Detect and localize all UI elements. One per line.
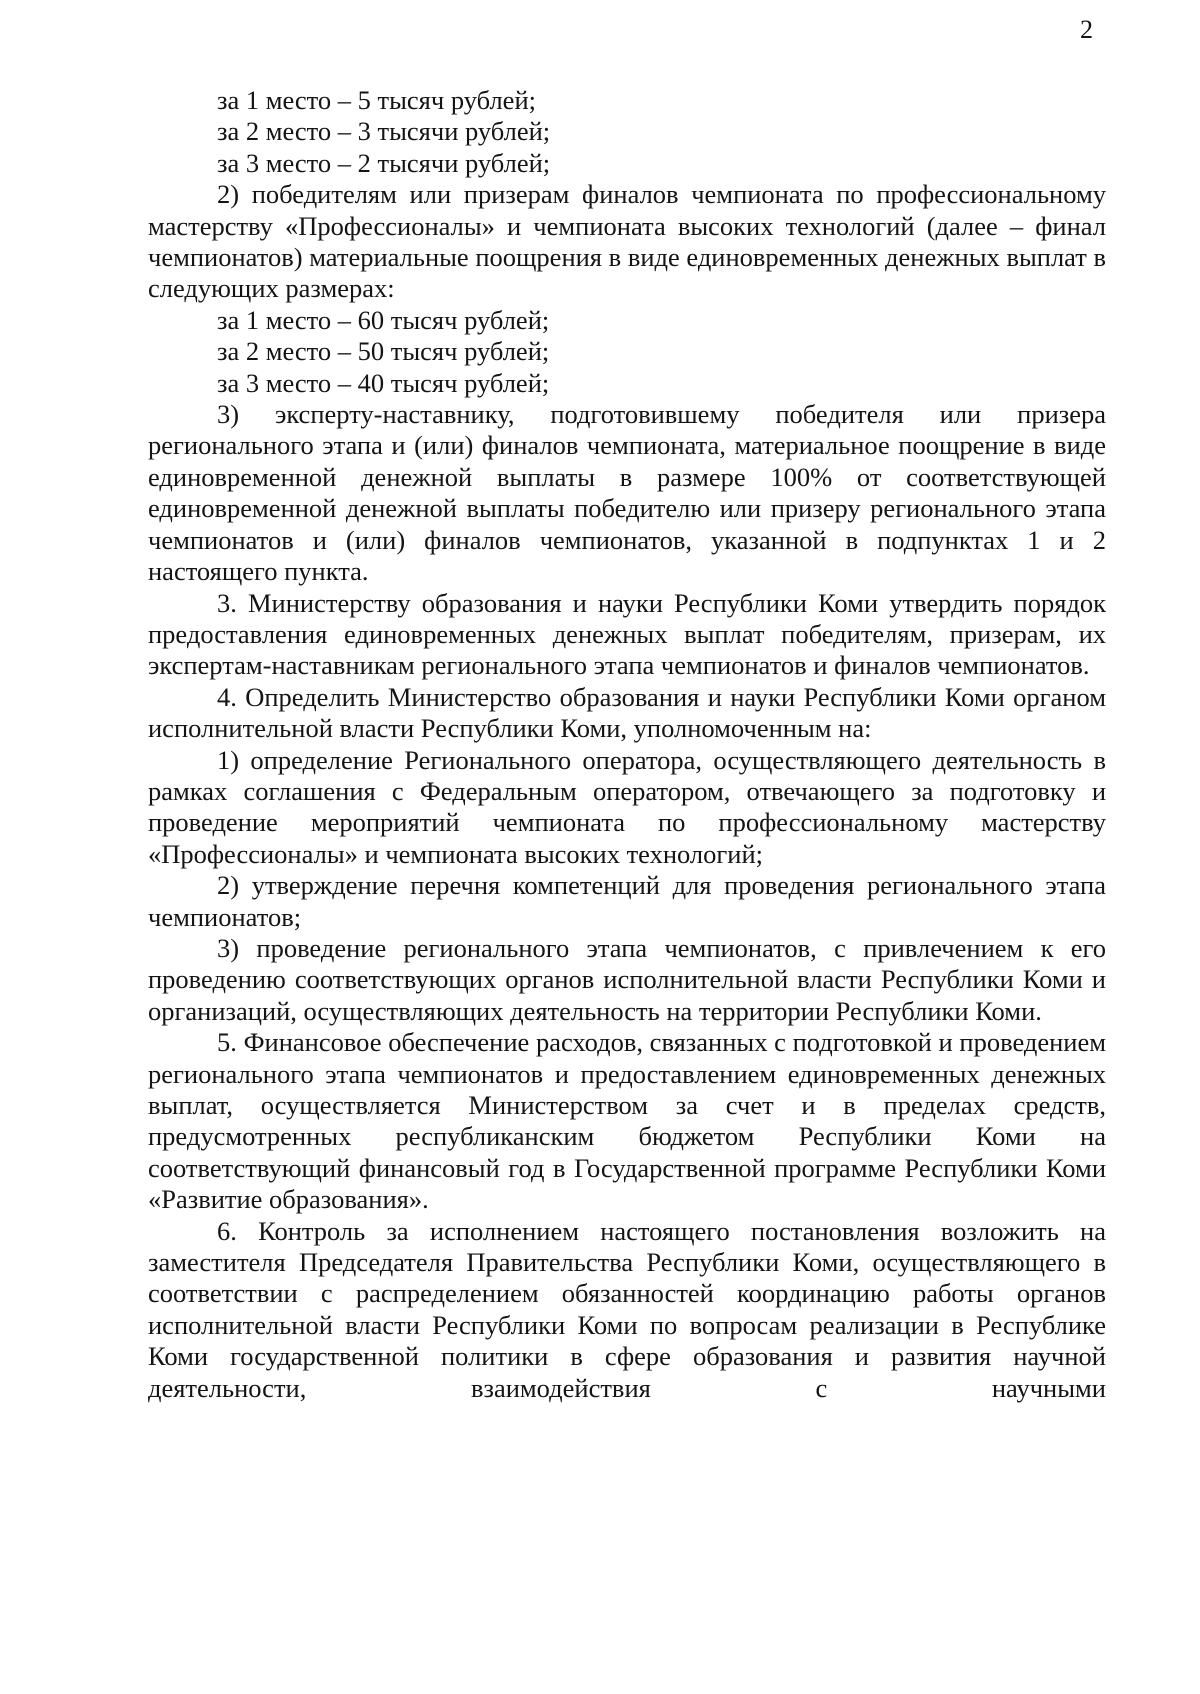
finals-award-place-1: за 1 место – 60 тысяч рублей; bbox=[217, 304, 550, 335]
paragraph-item-3-expert: 3) эксперту-наставнику, подготовившему победителя или призера регионального этапа и (или) финалов чемпионата, материальное поощрение в виде единовременной денежной выплаты в размере 100% от соответствующей единовременной денежной выплаты победителю или призеру регионального этапа чемпионатов и (или) финалов чемпионатов, указанной в подпунктах 1 и 2 настоящего пункта. bbox=[148, 399, 1106, 587]
paragraph-clause-6: 6. Контроль за исполнением настоящего постановления возложить на заместителя Председателя Правительства Республики Коми, осуществляющего в соответствии с распределением обязанностей координацию работы органов исполнительной власти Республики Коми по вопросам реализации в Республике Коми государственной политики в сфере образования и развития научной деятельности, взаимодействия с научными bbox=[148, 1215, 1106, 1403]
page-number: 2 bbox=[1080, 15, 1093, 44]
award-line-place-1: за 1 место – 5 тысяч рублей; bbox=[217, 85, 536, 115]
paragraph-clause-4: 4. Определить Министерство образования и науки Республики Коми органом исполнительной власти Республики Коми, уполномоченным на: bbox=[148, 681, 1106, 744]
award-line-place-3: за 3 место – 2 тысячи рублей; bbox=[217, 147, 551, 178]
paragraph-clause-4-item-3: 3) проведение регионального этапа чемпионатов, с привлечением к его проведению соответствующих органов исполнительной власти Республики Коми и организаций, осуществляющих деятельность на территории Республики Коми. bbox=[148, 932, 1106, 1026]
paragraph-clause-4-item-1: 1) определение Регионального оператора, осуществляющего деятельность в рамках соглашения с Федеральным оператором, отвечающего за подготовку и проведение мероприятий чемпионата по профессиональному мастерству «Профессионалы» и чемпионата высоких технологий; bbox=[148, 744, 1106, 869]
document-body bbox=[148, 85, 1106, 1404]
finals-award-place-2: за 2 место – 50 тысяч рублей; bbox=[217, 336, 550, 367]
paragraph-item-2-finals: 2) победителям или призерам финалов чемпионата по профессиональному мастерству «Профессионалы» и чемпионата высоких технологий (далее – финал чемпионатов) материальные поощрения в виде единовременных денежных выплат в следующих размерах: bbox=[148, 179, 1106, 304]
paragraph-clause-3: 3. Министерству образования и науки Республики Коми утвердить порядок предоставления единовременных денежных выплат победителям, призерам, их экспертам-наставникам регионального этапа чемпионатов и финалов чемпионатов. bbox=[148, 587, 1106, 681]
finals-award-place-3: за 3 место – 40 тысяч рублей; bbox=[217, 367, 550, 398]
award-line-place-2: за 2 место – 3 тысячи рублей; bbox=[217, 116, 551, 147]
paragraph-clause-4-item-2: 2) утверждение перечня компетенций для проведения регионального этапа чемпионатов; bbox=[148, 870, 1106, 932]
paragraph-clause-5: 5. Финансовое обеспечение расходов, связанных с подготовкой и проведением регионального этапа чемпионатов и предоставлением единовременных денежных выплат, осуществляется Министерством за счет и в пределах средств, предусмотренных республиканским бюджетом Республики Коми на соответствующий финансовый год в Государственной программе Республики Коми «Развитие образования». bbox=[148, 1027, 1106, 1215]
